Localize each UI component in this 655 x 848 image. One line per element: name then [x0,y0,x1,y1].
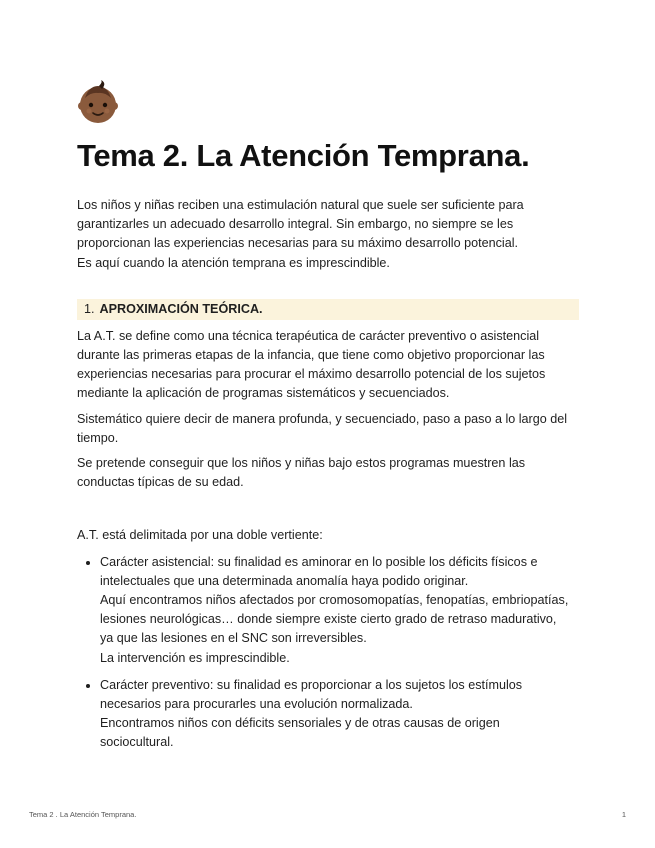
baby-emoji-icon [77,80,119,126]
text-line: Encontramos niños con déficits sensoriales y de otras causas de origen [100,716,500,731]
text-line: conductas típicas de su edad. [77,475,244,490]
text-line: lesiones neurológicas… donde siempre existe cierto grado de retraso madurativo, [100,612,557,627]
text-line: Aquí encontramos niños afectados por cromosomopatías, fenopatías, embriopatías, [100,593,569,608]
section-title: APROXIMACIÓN TEÓRICA. [99,301,263,316]
definition-paragraph [77,327,579,404]
text-line: La A.T. se define como una técnica terapéutica de carácter preventivo o asistencial [77,328,540,343]
section-number: 1. [84,301,95,316]
page-number: 1 [621,810,626,819]
intro-line: Los niños y niñas reciben una estimulación natural que suele ser suficiente para [77,198,524,212]
bullet-list [77,553,579,753]
list-item [100,553,579,668]
list-item [100,676,579,753]
text-line: ya que las lesiones en el SNC son irreversibles. [100,631,367,646]
intro-line: garantizarles un adecuado desarrollo integral. Sin embargo, no siempre se les [77,217,514,232]
text-line: • Carácter asistencial: su finalidad es aminorar en lo posible los déficits físicos e [100,554,538,569]
text-line: durante las primeras etapas de la infancia, que tiene como objetivo proporcionar las [77,348,545,363]
text-line: sociocultural. [100,735,174,750]
systematic-paragraph [77,410,579,448]
intro-line: Es aquí cuando la atención temprana es imprescindible. [77,255,390,270]
document-page [77,80,579,761]
text-line: experiencias necesarias para procurar el máximo desarrollo potencial de los sujetos [77,367,546,382]
page-title: Tema 2. La Atención Temprana. [77,138,530,173]
intro-line: proporcionan las experiencias necesarias para su máximo desarrollo potencial. [77,236,519,251]
text-line: La intervención es imprescindible. [100,650,290,665]
text-line: Sistemático quiere decir de manera profunda, y secuenciado, paso a paso a lo largo del [77,411,568,426]
section-heading [77,299,579,320]
goal-paragraph [77,454,579,492]
text-line: tiempo. [77,430,119,445]
section-body [77,327,579,493]
page-footer [29,810,626,819]
text-line: mediante la aplicación de programas sistemáticos y secuenciados. [77,386,450,401]
delimitation-intro: A.T. está delimitada por una doble vertiente: [77,528,323,543]
intro-paragraph [77,196,579,273]
text-line: necesarios para procurarles una evolución normalizada. [100,697,413,712]
text-line: intelectuales que una determinada anomalía haya podido originar. [100,573,469,588]
footer-title: Tema 2 . La Atención Temprana. [29,810,137,819]
text-line: Se pretende conseguir que los niños y niñas bajo estos programas muestren las [77,456,526,471]
text-line: • Carácter preventivo: su finalidad es proporcionar a los sujetos los estímulos [100,677,523,692]
